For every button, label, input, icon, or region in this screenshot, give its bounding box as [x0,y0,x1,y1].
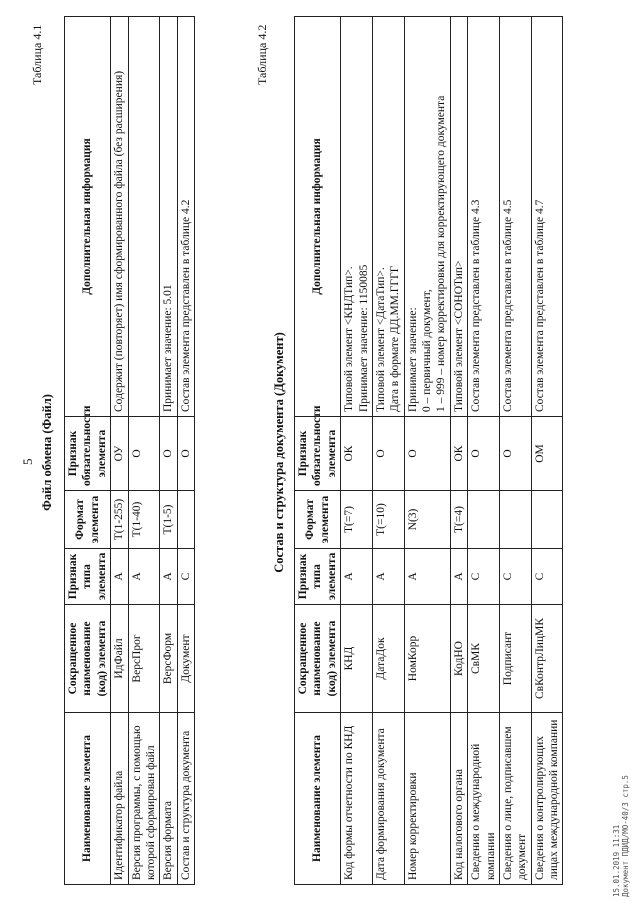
cell-code: КНД [341,605,373,713]
cell-type: С [531,549,563,605]
cell-format: T(1-40) [128,491,160,549]
table2-header: Формат элемента [295,491,341,549]
cell-info: Принимает значение: 5.01 [160,17,177,417]
cell-name: Код налогового органа [450,713,467,885]
table1-header: Признак типа элемента [65,549,111,605]
cell-info [128,17,160,417]
cell-required: О [177,417,194,491]
cell-name: Сведения о контролирующих лицах международной компании [531,713,563,885]
cell-info: Состав элемента представлен в таблице 4.2 [177,17,194,417]
cell-type: С [499,549,531,605]
table-row [450,17,467,885]
cell-type: А [341,549,373,605]
table-row [341,17,373,885]
table1-header: Дополнительная информация [65,17,111,417]
table-document [294,16,563,885]
table2-header: Признак типа элемента [295,549,341,605]
table-row [531,17,563,885]
cell-format [531,491,563,549]
cell-format [468,491,500,549]
cell-code: ВерсФорм [160,605,177,713]
document-stamp [612,775,631,897]
cell-required: О [128,417,160,491]
cell-info: Содержит (повторяет) имя сформированного файла (без расширения) [111,17,128,417]
page-number: 5 [20,458,35,465]
cell-code: НомКорр [404,605,450,713]
cell-code: Подписант [499,605,531,713]
table-row [372,17,404,885]
cell-name: Сведения о международной компании [468,713,500,885]
cell-info: Типовой элемент <ДатаТип>. Дата в формате ДД.ММ.ГГГГ [372,17,404,417]
cell-name: Сведения о лице, подписавшем документ [499,713,531,885]
cell-name: Идентификатор файла [111,713,128,885]
table-row [404,17,450,885]
cell-required: ОУ [111,417,128,491]
table2-label: Таблица 4.2 [255,24,269,85]
cell-required: О [404,417,450,491]
cell-type: А [404,549,450,605]
cell-type: А [450,549,467,605]
table-row [128,17,160,885]
cell-name: Номер корректировки [404,713,450,885]
cell-name: Версия программы, с помощью которой сформирован файл [128,713,160,885]
cell-type: А [111,549,128,605]
cell-required: О [468,417,500,491]
table2-header: Наименование элемента [295,713,341,885]
table1-title: Файл обмена (Файл) [40,394,54,511]
cell-type: С [177,549,194,605]
cell-format: T(1-5) [160,491,177,549]
cell-code: ВерсПрог [128,605,160,713]
table-row [160,17,177,885]
cell-type: С [468,549,500,605]
table-row [499,17,531,885]
table-row [111,17,128,885]
table-row [177,17,194,885]
cell-required: О [160,417,177,491]
cell-info: Состав элемента представлен в таблице 4.7 [531,17,563,417]
stamp-line: 15.01.2019 11:31 [612,824,621,897]
cell-format [499,491,531,549]
cell-info: Типовой элемент <КНДТип>. Принимает значение: 1150085 [341,17,373,417]
cell-code: Документ [177,605,194,713]
cell-type: А [372,549,404,605]
cell-required: ОМ [531,417,563,491]
cell-code: СвКонтрЛицМК [531,605,563,713]
table1-header: Признак обязательности элемента [65,417,111,491]
cell-code: ИдФайл [111,605,128,713]
table1-header: Сокращенное наименование (код) элемента [65,605,111,713]
table2-header: Признак обязательности элемента [295,417,341,491]
table2-header: Сокращенное наименование (код) элемента [295,605,341,713]
cell-info: Типовой элемент <СОНОТип> [450,17,467,417]
cell-name: Версия формата [160,713,177,885]
cell-required: ОК [341,417,373,491]
cell-format: T(=10) [372,491,404,549]
cell-required: ОК [450,417,467,491]
table2-header: Дополнительная информация [295,17,341,417]
cell-required: О [372,417,404,491]
cell-format: N(3) [404,491,450,549]
cell-code: КодНО [450,605,467,713]
stamp-line: Документ ПДИД/МО-40/3 стр.5 [621,775,631,897]
cell-name: Код формы отчетности по КНД [341,713,373,885]
cell-info: Состав элемента представлен в таблице 4.3 [468,17,500,417]
cell-format [177,491,194,549]
cell-type: А [160,549,177,605]
table1-header: Формат элемента [65,491,111,549]
table1-header: Наименование элемента [65,713,111,885]
cell-format: T(1-255) [111,491,128,549]
cell-required: О [499,417,531,491]
table1-label: Таблица 4.1 [30,24,44,85]
cell-code: ДатаДок [372,605,404,713]
cell-code: СвМК [468,605,500,713]
cell-format: T(=7) [341,491,373,549]
cell-info: Принимает значение: 0 – первичный документ, 1 – 999 – номер корректировки для корректирующего документа [404,17,450,417]
cell-type: А [128,549,160,605]
cell-name: Дата формирования документа [372,713,404,885]
table-row [468,17,500,885]
table2-title: Состав и структура документа (Документ) [272,332,286,573]
cell-info: Состав элемента представлен в таблице 4.5 [499,17,531,417]
cell-name: Состав и структура документа [177,713,194,885]
cell-format: T(=4) [450,491,467,549]
table-file [64,16,195,885]
